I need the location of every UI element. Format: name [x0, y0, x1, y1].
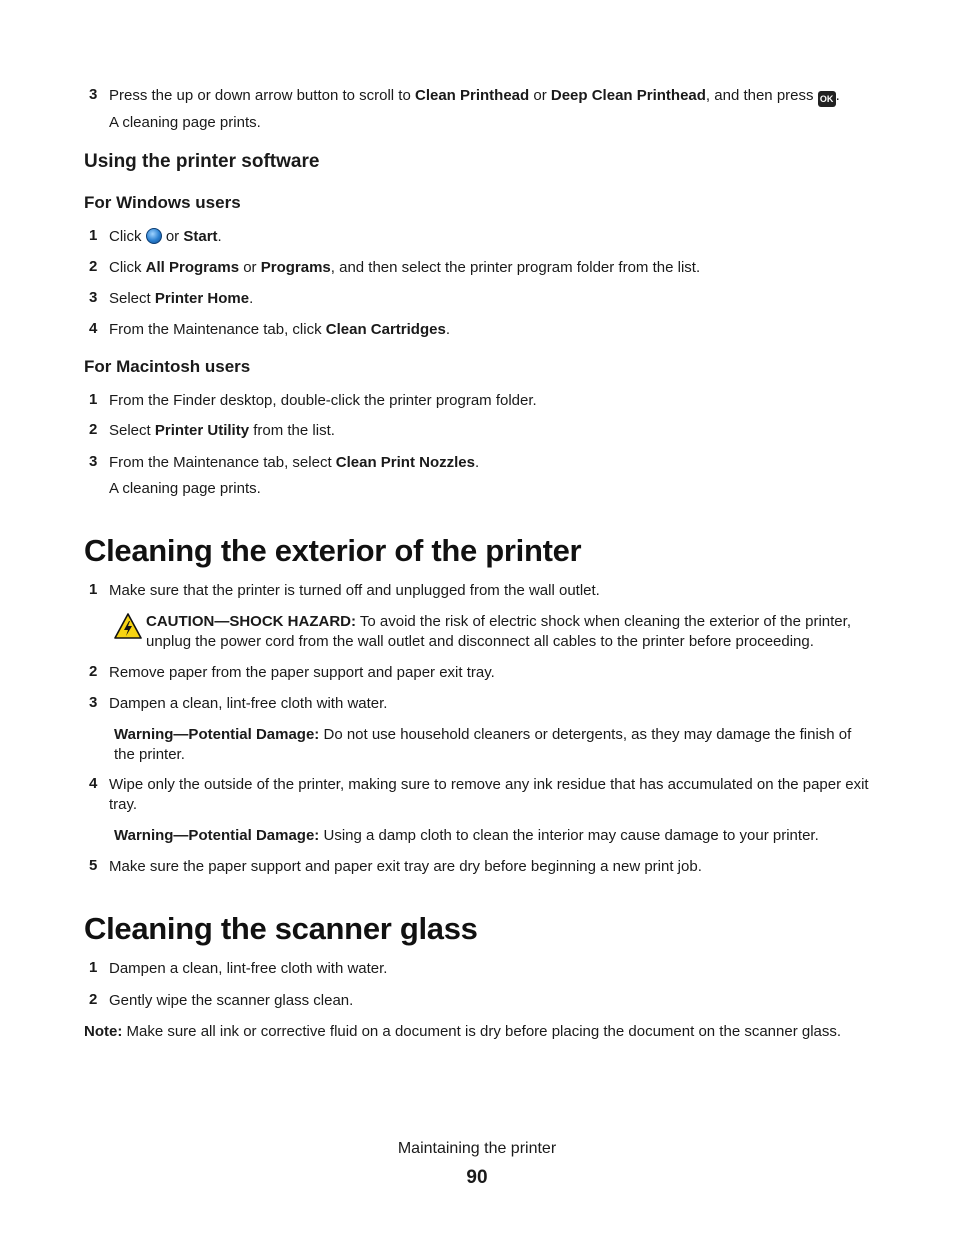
- windows-start-icon: [146, 228, 162, 244]
- step-text-part: .: [445, 321, 450, 338]
- chapter-heading: Cleaning the exterior of the printer: [84, 533, 582, 568]
- step-text-part: or: [161, 228, 184, 245]
- step-text: [109, 421, 335, 441]
- step-text-part: From the Maintenance tab, click: [109, 321, 326, 338]
- section-heading: Using the printer software: [84, 151, 320, 172]
- step-text-part: .: [249, 290, 254, 307]
- step-number: 3: [89, 453, 98, 470]
- step-text: Dampen a clean, lint-free cloth with water.: [109, 960, 388, 977]
- step-text-part: Press the up or down arrow button to scroll to: [109, 87, 415, 104]
- step-text-part: .: [474, 454, 480, 471]
- step-text: From the Finder desktop, double-click the printer program folder.: [109, 392, 537, 409]
- step-text: [109, 453, 479, 473]
- step-text-part: Select: [109, 422, 155, 439]
- step-number: 2: [89, 258, 98, 275]
- page-number: 90: [466, 1167, 488, 1188]
- subsection-heading: For Windows users: [84, 193, 241, 212]
- menu-option-clean-printhead: Clean Printhead: [414, 87, 530, 104]
- warning-label: Warning—Potential Damage:: [114, 726, 320, 743]
- step-text: [109, 86, 840, 107]
- programs-label: Programs: [260, 259, 331, 276]
- note-label: Note:: [84, 1023, 123, 1040]
- step-number: 5: [89, 857, 98, 874]
- step-text: Dampen a clean, lint-free cloth with water.: [109, 695, 388, 712]
- step-text-part: Click: [109, 259, 146, 276]
- caution-text: To avoid the risk of electric shock when cleaning the exterior of the printer, unplug the power cord from the wall outlet and disconnect all cables to the printer before proceeding.: [146, 613, 851, 650]
- step-text-part: From the Maintenance tab, select: [109, 454, 336, 471]
- warning-text: Using a damp cloth to clean the interior may cause damage to your printer.: [319, 827, 819, 844]
- step-text-part: , and then press: [705, 87, 818, 104]
- chapter-heading: Cleaning the scanner glass: [84, 911, 478, 946]
- step-text-part: .: [835, 87, 840, 104]
- step-number: 4: [89, 775, 98, 792]
- note: [84, 1022, 841, 1042]
- warning-label: Warning—Potential Damage:: [114, 827, 320, 844]
- step-number: 1: [89, 391, 98, 408]
- printer-home-label: Printer Home: [154, 290, 250, 307]
- step-text-part: Click: [109, 228, 146, 245]
- step-text-part: from the list.: [249, 422, 335, 439]
- step-number: 1: [89, 227, 98, 244]
- start-label: Start: [183, 228, 218, 245]
- step-text-part: or: [529, 87, 551, 104]
- step-text: [109, 227, 222, 247]
- step-text-part: , and then select the printer program folder from the list.: [330, 259, 701, 276]
- footer-section-title: Maintaining the printer: [397, 1140, 557, 1157]
- all-programs-label: All Programs: [145, 259, 240, 276]
- step-text: [109, 289, 253, 309]
- step-text: [109, 258, 700, 278]
- step-text: Make sure that the printer is turned off and unplugged from the wall outlet.: [109, 582, 600, 599]
- printer-utility-label: Printer Utility: [154, 422, 250, 439]
- step-number: 2: [89, 991, 98, 1008]
- step-number: 3: [89, 694, 98, 711]
- step-result: A cleaning page prints.: [109, 114, 261, 131]
- step-number: 3: [89, 289, 98, 306]
- step-text-part: .: [217, 228, 222, 245]
- warning-note: [114, 725, 876, 765]
- step-result: A cleaning page prints.: [109, 480, 261, 497]
- warning-note: [114, 826, 819, 846]
- step-text: Make sure the paper support and paper exit tray are dry before beginning a new print job.: [109, 858, 702, 875]
- step-text: Gently wipe the scanner glass clean.: [109, 992, 354, 1009]
- menu-option-deep-clean-printhead: Deep Clean Printhead: [550, 87, 706, 104]
- note-text: Make sure all ink or corrective fluid on a document is dry before placing the document on the scanner glass.: [122, 1023, 842, 1040]
- clean-print-nozzles-label: Clean Print Nozzles: [335, 454, 475, 471]
- step-number: 1: [89, 959, 98, 976]
- subsection-heading: For Macintosh users: [84, 357, 251, 376]
- step-text-part: or: [239, 259, 261, 276]
- step-number: 2: [89, 421, 98, 438]
- step-text: Wipe only the outside of the printer, making sure to remove any ink residue that has accumulated on the paper exit tray.: [109, 776, 869, 813]
- warning-text: Do not use household cleaners or detergents, as they may damage the finish of the printer.: [114, 726, 852, 763]
- step-number: 2: [89, 663, 98, 680]
- step-text-part: Select: [109, 290, 155, 307]
- ok-button-icon: OK: [818, 91, 836, 107]
- step-text: Remove paper from the paper support and paper exit tray.: [109, 664, 495, 681]
- clean-cartridges-label: Clean Cartridges: [325, 321, 446, 338]
- step-number: 1: [89, 581, 98, 598]
- shock-hazard-icon: [113, 612, 143, 640]
- caution-note: [146, 612, 876, 652]
- caution-label: CAUTION—SHOCK HAZARD:: [146, 613, 356, 630]
- step-number: 4: [89, 320, 98, 337]
- step-text: [109, 320, 450, 340]
- step-number: 3: [89, 86, 98, 103]
